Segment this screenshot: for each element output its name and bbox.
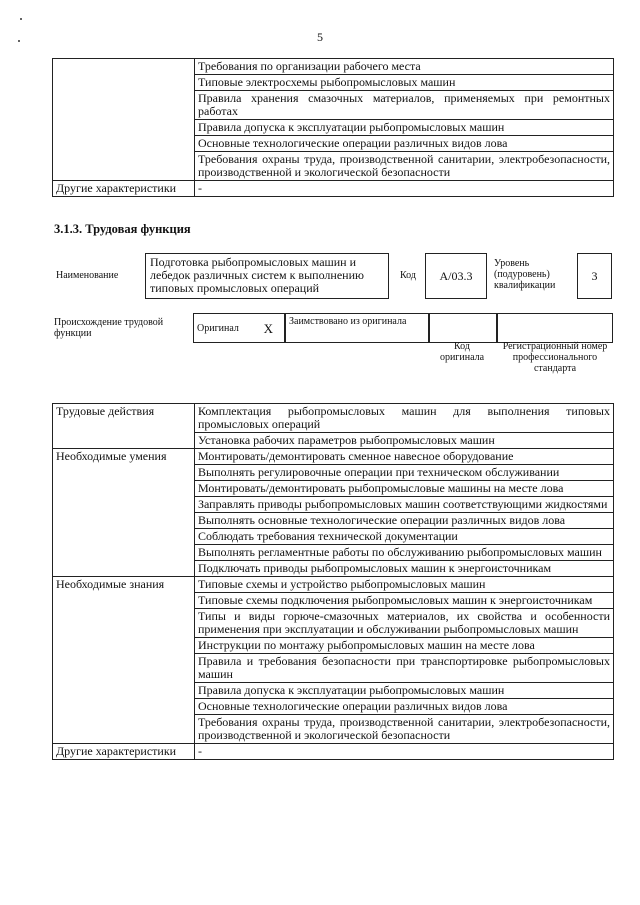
requirement-item: Соблюдать требования технической документации <box>195 529 614 545</box>
requirement-item: Выполнять регламентные работы по обслуживанию рыбопромысловых машин <box>195 545 614 561</box>
row-group-label <box>53 59 195 181</box>
origin-label: Происхождение трудовой функции <box>54 317 164 339</box>
requirement-item: Комплектация рыбопромысловых машин для выполнения типовых промысловых операций <box>195 404 614 433</box>
requirement-item: Правила допуска к эксплуатации рыбопромысловых машин <box>195 120 614 136</box>
original-code-cell <box>429 313 497 343</box>
requirement-item: Требования по организации рабочего места <box>195 59 614 75</box>
requirement-item: Основные технологические операции различных видов лова <box>195 136 614 152</box>
requirement-item: Типовые схемы подключения рыбопромысловых машин к энергоисточникам <box>195 593 614 609</box>
table-row <box>53 404 614 433</box>
requirement-item: Типовые электросхемы рыбопромысловых машин <box>195 75 614 91</box>
requirement-item: - <box>195 181 614 197</box>
page-number: 5 <box>317 30 323 44</box>
requirement-item: Выполнять основные технологические операции различных видов лова <box>195 513 614 529</box>
origin-row <box>193 313 613 343</box>
row-group-label: Необходимые умения <box>53 449 195 577</box>
code-caption: Код оригинала <box>439 341 485 363</box>
requirement-item: Монтировать/демонтировать сменное навесное оборудование <box>195 449 614 465</box>
requirement-item: - <box>195 744 614 760</box>
table-row <box>53 577 614 593</box>
row-group-label: Трудовые действия <box>53 404 195 449</box>
row-group-label: Другие характеристики <box>53 744 195 760</box>
requirement-item: Правила и требования безопасности при транспортировке рыбопромысловых машин <box>195 654 614 683</box>
requirement-item: Установка рабочих параметров рыбопромысловых машин <box>195 433 614 449</box>
reg-caption: Регистрационный номер профессионального стандарта <box>502 341 608 374</box>
original-mark: X <box>263 320 273 336</box>
row-group-label: Другие характеристики <box>53 181 195 197</box>
requirement-item: Подключать приводы рыбопромысловых машин к энергоисточникам <box>195 561 614 577</box>
requirement-item: Правила хранения смазочных материалов, применяемых при ремонтных работах <box>195 91 614 120</box>
section-title: 3.1.3. Трудовая функция <box>54 222 191 236</box>
name-label: Наименование <box>56 270 119 281</box>
requirement-item: Заправлять приводы рыбопромысловых машин соответствующими жидкостями <box>195 497 614 513</box>
table-row <box>53 181 614 197</box>
original-cell <box>193 313 285 343</box>
requirement-item: Типы и виды горюче-смазочных материалов, их свойства и особенности применения при эксплуатации и обслуживании рыбопромысловых машин <box>195 609 614 638</box>
level-value-box: 3 <box>577 253 612 299</box>
table-row <box>53 744 614 760</box>
requirement-item: Правила допуска к эксплуатации рыбопромысловых машин <box>195 683 614 699</box>
main-requirements-table <box>52 403 614 760</box>
requirement-item: Основные технологические операции различных видов лова <box>195 699 614 715</box>
scan-speck <box>20 18 22 20</box>
code-label: Код <box>400 270 416 281</box>
reg-number-cell <box>497 313 613 343</box>
requirement-item: Требования охраны труда, производственной санитарии, электробезопасности, производственной и экологической безопасности <box>195 152 614 181</box>
table-row <box>53 449 614 465</box>
table-row <box>53 59 614 75</box>
function-name-box: Подготовка рыбопромысловых машин и лебедок различных систем к выполнению типовых промысловых операций <box>145 253 389 299</box>
row-group-label: Необходимые знания <box>53 577 195 744</box>
requirement-item: Выполнять регулировочные операции при техническом обслуживании <box>195 465 614 481</box>
code-value-box: А/03.3 <box>425 253 487 299</box>
requirement-item: Типовые схемы и устройство рыбопромысловых машин <box>195 577 614 593</box>
requirement-item: Требования охраны труда, производственной санитарии, электробезопасности, производственной и экологической безопасности <box>195 715 614 744</box>
requirement-item: Монтировать/демонтировать рыбопромысловые машины на месте лова <box>195 481 614 497</box>
borrowed-cell: Заимствовано из оригинала <box>285 313 429 343</box>
top-requirements-table <box>52 58 614 197</box>
level-label: Уровень (подуровень) квалификации <box>494 258 556 291</box>
original-label: Оригинал <box>197 322 239 334</box>
requirement-item: Инструкции по монтажу рыбопромысловых машин на месте лова <box>195 638 614 654</box>
